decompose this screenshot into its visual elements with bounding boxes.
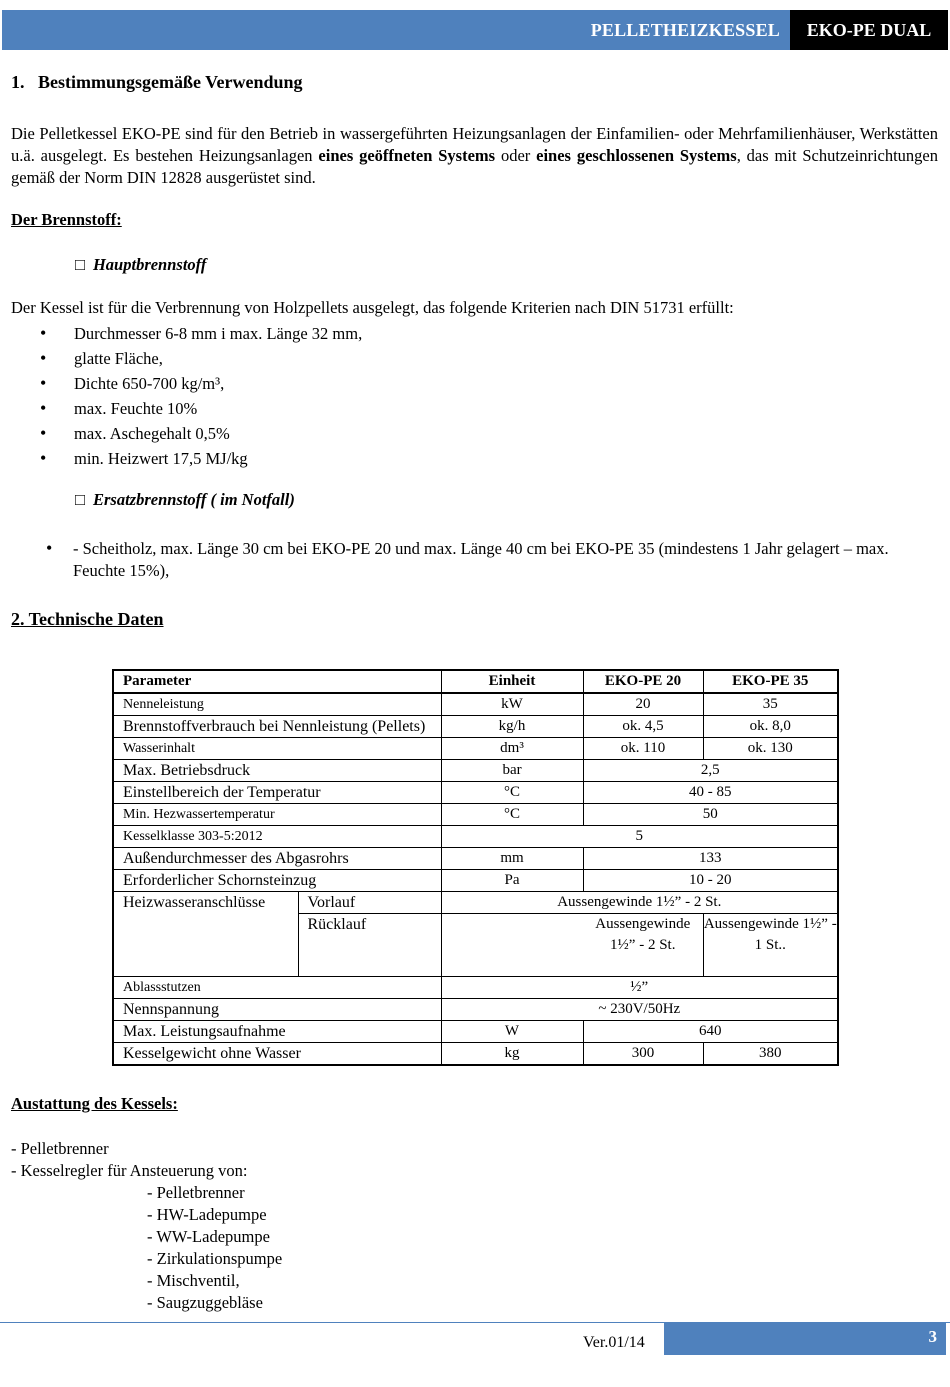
- col-header-unit: Einheit: [441, 670, 583, 693]
- alt-fuel-subheading: [75, 490, 295, 510]
- table-row: [113, 848, 838, 870]
- table-cell: Rücklauf: [298, 914, 441, 977]
- main-fuel-label: Hauptbrennstoff: [92, 255, 207, 274]
- table-cell: mm: [441, 848, 583, 870]
- section1-bold-open-system: eines geöffneten Systems: [318, 146, 496, 165]
- main-fuel-subheading: [75, 255, 206, 275]
- table-cell: 35: [703, 693, 838, 716]
- table-cell: 2,5: [583, 760, 838, 782]
- list-item: • max. Feuchte 10%: [40, 396, 362, 421]
- list-item: • max. Aschegehalt 0,5%: [40, 421, 362, 446]
- table-row: [113, 999, 838, 1021]
- table-cell: ok. 110: [583, 738, 703, 760]
- col-header-parameter: Parameter: [113, 670, 441, 693]
- table-cell: Min. Hezwassertemperatur: [113, 804, 441, 826]
- table-cell: Aussengewinde 1½” - 2 St.: [441, 892, 838, 914]
- table-row: [113, 870, 838, 892]
- table-cell: °C: [441, 804, 583, 826]
- table-row: [113, 1043, 838, 1066]
- table-cell: Außendurchmesser des Abgasrohrs: [113, 848, 441, 870]
- table-row: [113, 760, 838, 782]
- table-cell: Brennstoffverbrauch bei Nennleistung (Pellets): [113, 716, 441, 738]
- table-row: [113, 782, 838, 804]
- table-cell: 133: [583, 848, 838, 870]
- table-row: [113, 977, 838, 999]
- table-cell: ½”: [441, 977, 838, 999]
- version-label: Ver.01/14: [583, 1334, 645, 1351]
- fuel-intro: Der Kessel ist für die Verbrennung von Holzpellets ausgelegt, das folgende Kriterien nach DIN 51731 erfüllt:: [11, 298, 734, 317]
- table-cell: Kesselklasse 303-5:2012: [113, 826, 441, 848]
- header-title: PELLETHEIZKESSEL: [590, 20, 780, 40]
- table-cell: ok. 4,5: [583, 716, 703, 738]
- table-cell: Einstellbereich der Temperatur: [113, 782, 441, 804]
- checkbox-icon: □: [75, 490, 85, 509]
- table-cell: dm³: [441, 738, 583, 760]
- table-cell: 640: [583, 1021, 838, 1043]
- alt-fuel-label: Ersatzbrennstoff ( im Notfall): [92, 490, 295, 509]
- list-item: - Mischventil,: [147, 1271, 240, 1290]
- list-item: - Zirkulationspumpe: [147, 1249, 283, 1268]
- col-header-eko35: EKO-PE 35: [703, 670, 838, 693]
- table-row: [113, 738, 838, 760]
- table-cell: kg: [441, 1043, 583, 1066]
- table-row: [113, 826, 838, 848]
- table-cell: Wasserinhalt: [113, 738, 441, 760]
- table-cell: Aussengewinde 1½” - 1 St..: [703, 914, 838, 977]
- list-item: - Pelletbrenner: [147, 1183, 245, 1202]
- list-item: • Dichte 650-700 kg/m³,: [40, 371, 362, 396]
- table-cell: kg/h: [441, 716, 583, 738]
- list-item: - Pelletbrenner: [11, 1139, 109, 1158]
- list-item: • glatte Fläche,: [40, 346, 362, 371]
- page-number-bar: [664, 1323, 946, 1355]
- section1-text-c: oder: [495, 146, 537, 165]
- table-cell: Vorlauf: [298, 892, 441, 914]
- section1-bold-closed-system: eines geschlossenen Systems: [536, 146, 737, 165]
- table-cell: Ablassstutzen: [113, 977, 441, 999]
- table-cell: 5: [441, 826, 838, 848]
- table-row: [113, 892, 838, 914]
- table-cell: Nenneleistung: [113, 693, 441, 716]
- equipment-heading: Austattung des Kessels:: [11, 1094, 178, 1113]
- table-cell: 20: [583, 693, 703, 716]
- table-cell: 10 - 20: [583, 870, 838, 892]
- table-cell: Max. Leistungsaufnahme: [113, 1021, 441, 1043]
- table-cell: Nennspannung: [113, 999, 441, 1021]
- table-row: [113, 1021, 838, 1043]
- page-header-bar: [2, 10, 948, 50]
- alt-fuel-text: - Scheitholz, max. Länge 30 cm bei EKO-PE 20 und max. Länge 40 cm bei EKO-PE 35 (mindestens 1 Jahr gelagert – max. Feuchte 15%),: [73, 539, 889, 580]
- table-row: [113, 716, 838, 738]
- table-header-row: [113, 670, 838, 693]
- list-item: - Kesselregler für Ansteuerung von:: [11, 1161, 248, 1180]
- table-cell: W: [441, 1021, 583, 1043]
- fuel-criteria-list: [40, 321, 362, 471]
- checkbox-icon: □: [75, 255, 85, 274]
- list-item: • min. Heizwert 17,5 MJ/kg: [40, 446, 362, 471]
- table-cell: 300: [583, 1043, 703, 1066]
- table-cell: 50: [583, 804, 838, 826]
- list-item: - HW-Ladepumpe: [147, 1205, 267, 1224]
- table-cell: [441, 914, 583, 977]
- table-cell: Heizwasseranschlüsse: [113, 892, 298, 977]
- table-row: [113, 693, 838, 716]
- table-cell: ok. 8,0: [703, 716, 838, 738]
- table-cell: 40 - 85: [583, 782, 838, 804]
- table-cell: bar: [441, 760, 583, 782]
- section1-heading: 1. Bestimmungsgemäße Verwendung: [11, 72, 303, 92]
- table-cell: Max. Betriebsdruck: [113, 760, 441, 782]
- table-cell: °C: [441, 782, 583, 804]
- technical-data-table: [112, 669, 839, 1066]
- section1-text-a: Die Pelletkessel EKO-PE sind für den Betrieb in wassergeführten Heizungsanlagen der Einfamilien- oder Mehrfamilienhäuser, Werkstätten u.ä. ausgelegt. Es bestehen Heizungsanlagen: [11, 124, 938, 165]
- bullet-icon: •: [46, 538, 53, 558]
- section1-paragraph: [11, 123, 938, 189]
- table-cell: Aussengewinde 1½” - 2 St.: [583, 914, 703, 977]
- list-item: • Durchmesser 6-8 mm i max. Länge 32 mm,: [40, 321, 362, 346]
- table-cell: kW: [441, 693, 583, 716]
- table-row: [113, 804, 838, 826]
- table-cell: Pa: [441, 870, 583, 892]
- table-cell: Kesselgewicht ohne Wasser: [113, 1043, 441, 1066]
- table-cell: ~ 230V/50Hz: [441, 999, 838, 1021]
- page-number: 3: [928, 1327, 937, 1346]
- section1-text-d: , das mit Schutzeinrichtungen gemäß der Norm DIN 12828 ausgerüstet sind.: [11, 146, 939, 187]
- list-item: - Saugzuggebläse: [147, 1293, 263, 1312]
- header-model-label: EKO-PE DUAL: [790, 10, 948, 50]
- fuel-heading: Der Brennstoff:: [11, 210, 122, 229]
- section2-heading: 2. Technische Daten: [11, 609, 164, 629]
- table-cell: ok. 130: [703, 738, 838, 760]
- col-header-eko20: EKO-PE 20: [583, 670, 703, 693]
- table-cell: 380: [703, 1043, 838, 1066]
- list-item: - WW-Ladepumpe: [147, 1227, 270, 1246]
- table-cell: Erforderlicher Schornsteinzug: [113, 870, 441, 892]
